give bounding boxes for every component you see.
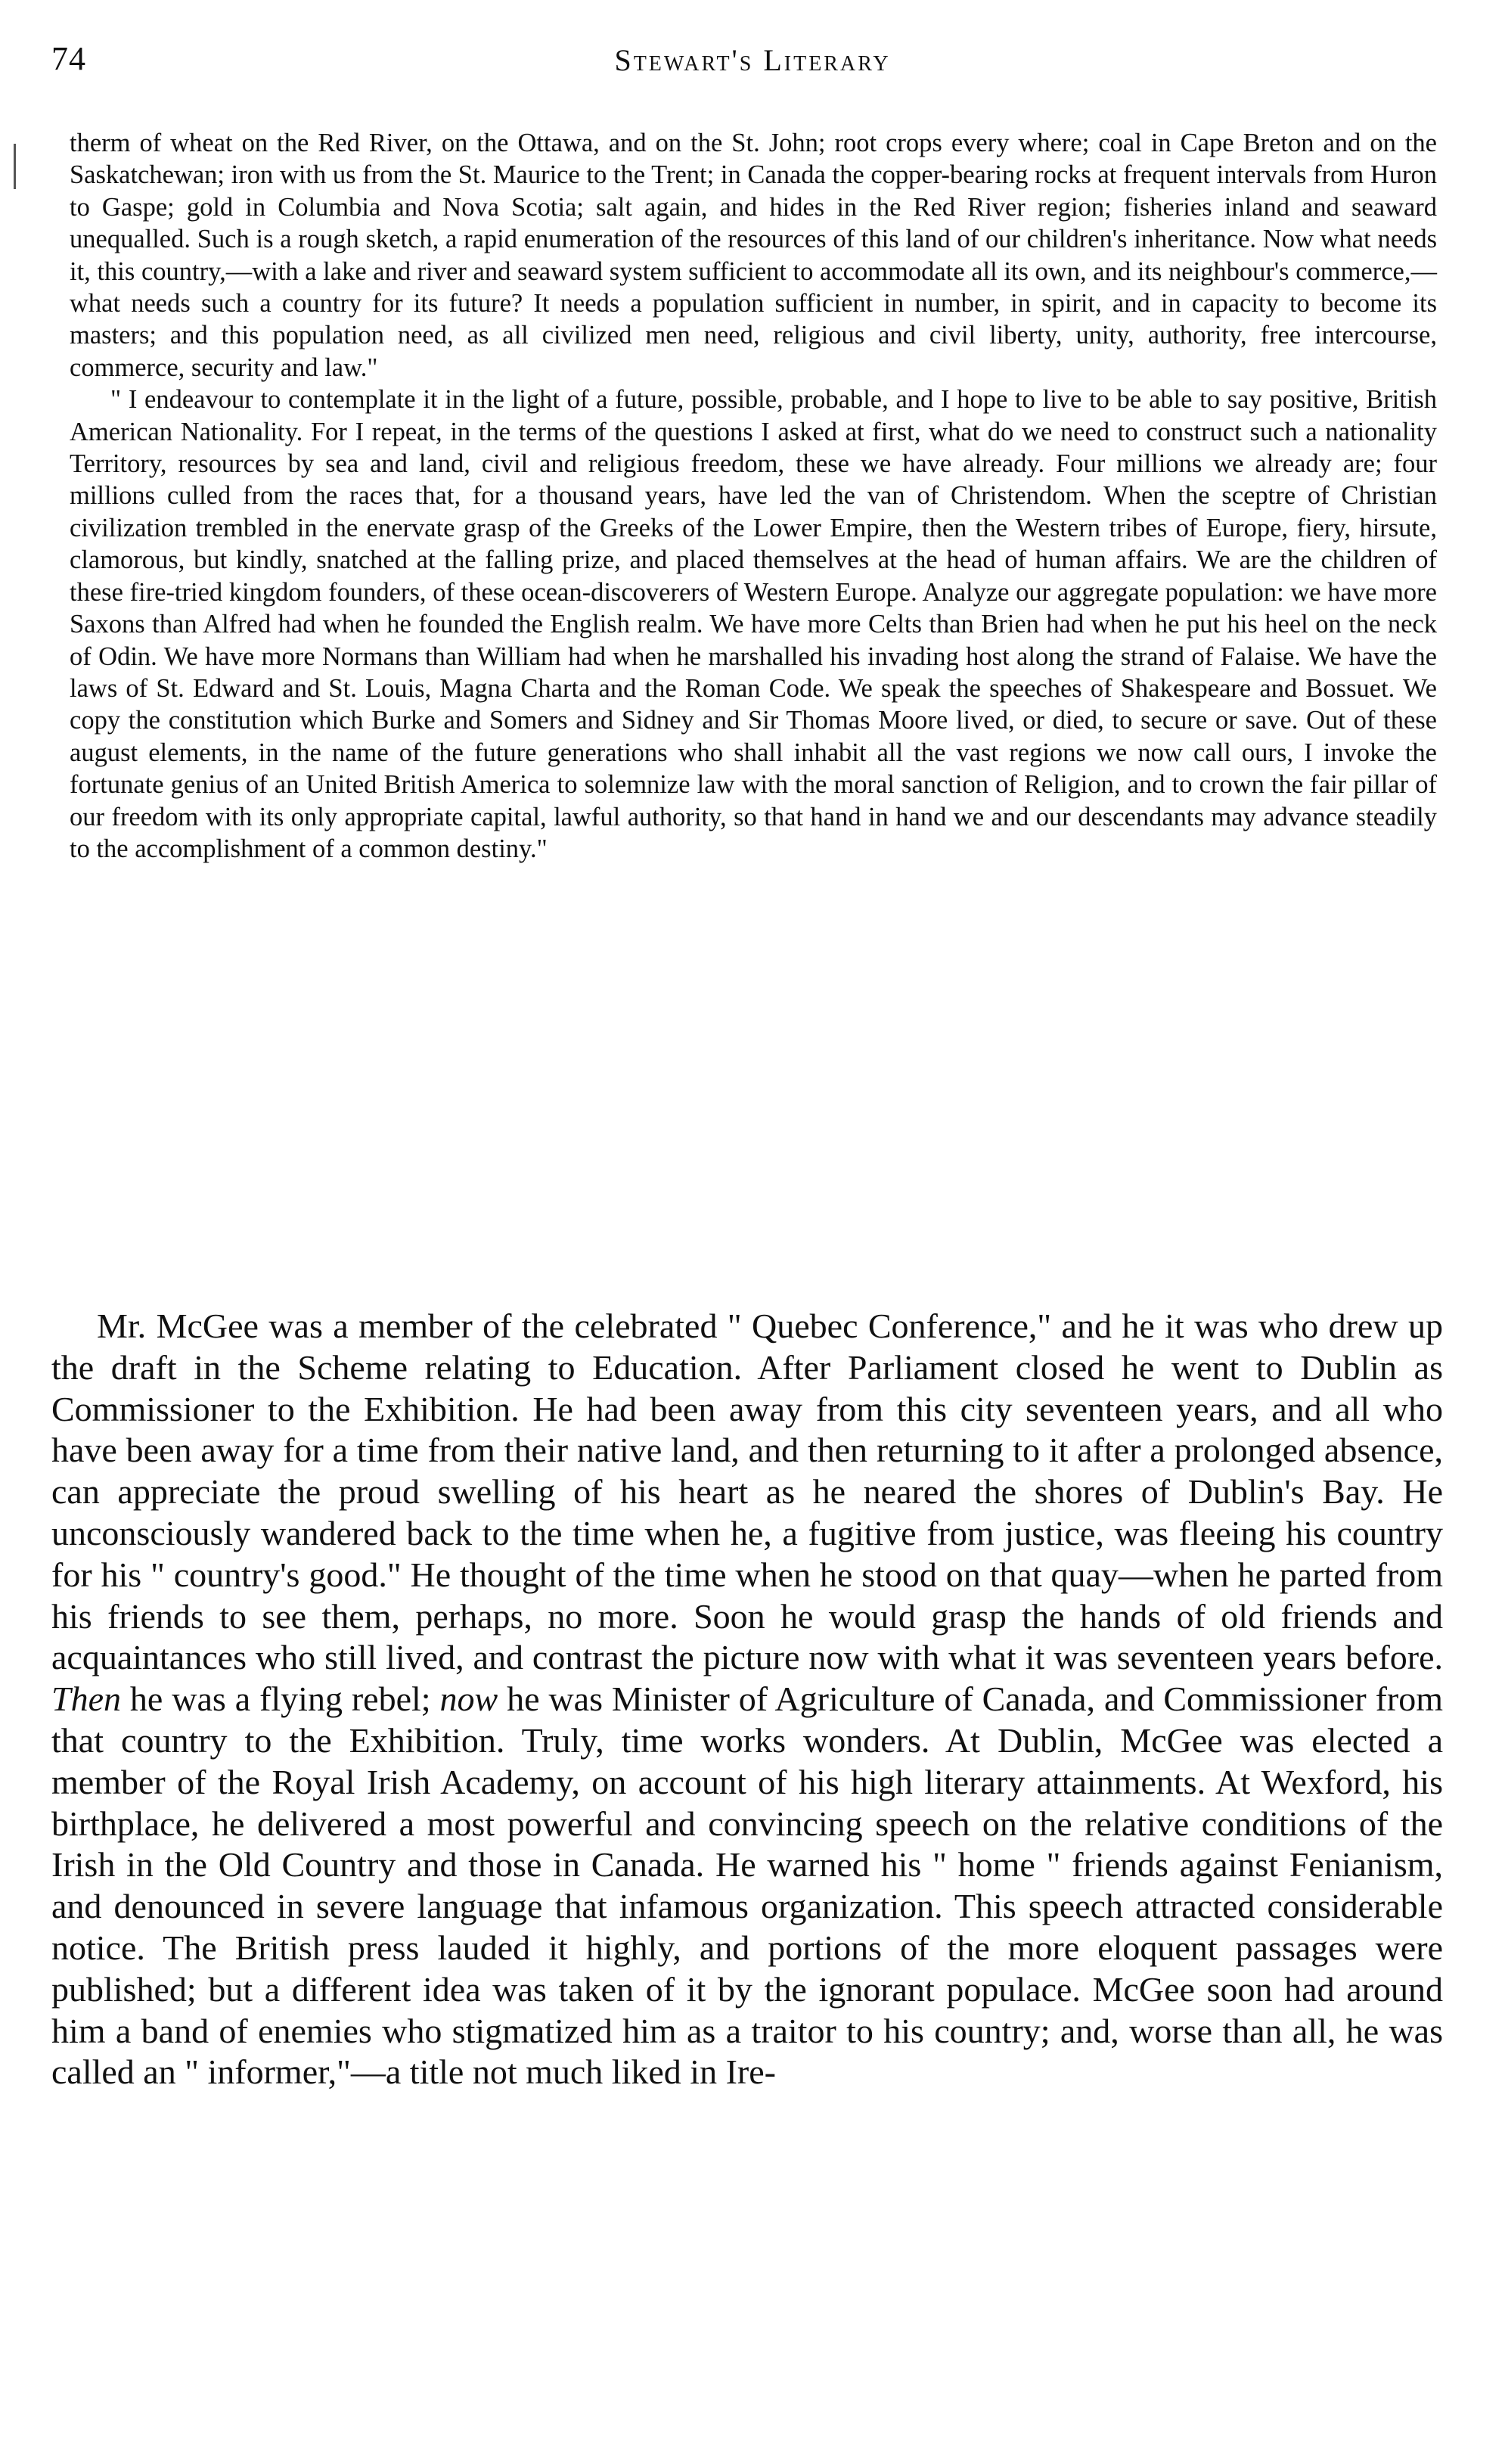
body-text-segment-2: he was a flying rebel; bbox=[121, 1679, 440, 1719]
italic-word-then: Then bbox=[51, 1679, 121, 1719]
body-text-segment-1: Mr. McGee was a member of the celebrated " Quebec Conference," and he it was who drew up the draft in the Scheme relating to Education. After Parliament closed he went to Dublin as Commissioner to the Exhibition. He had been away from this city seventeen years, and all who have been away for a time from their native land, and then returning to it after a prolonged absence, can appreciate the proud swelling of his heart as he neared the shores of Dublin's Bay. He unconsciously wandered back to the time when he, a fugitive from justice, was fleeing his country for his " country's good." He thought of the time when he stood on that quay—when he parted from his friends to see them, perhaps, no more. Soon he would grasp the hands of old friends and acquaintances who still lived, and contrast the picture now with what it was seventeen years before. bbox=[51, 1307, 1443, 1677]
quote-paragraph-1: therm of wheat on the Red River, on the Ottawa, and on the St. John; root crops every where; coal in Cape Breton and on the Saskatchewan; iron with us from the St. Maurice to the Trent; in Canada the copper-bearing rocks at frequent intervals from Huron to Gaspe; gold in Columbia and Nova Scotia; salt again, and hides in the Red River region; fisheries inland and seaward unequalled. Such is a rough sketch, a rapid enumeration of the resources of this land of our children's inheritance. Now what needs it, this country,—with a lake and river and seaward system sufficient to accommodate all its own, and its neighbour's commerce,—what needs such a country for its future? It needs a population sufficient in number, in spirit, and in capacity to become its masters; and this population need, as all civilized men need, religious and civil liberty, unity, authority, free intercourse, commerce, security and law." bbox=[70, 129, 1437, 382]
page-header bbox=[0, 39, 1505, 85]
italic-word-now: now bbox=[439, 1679, 498, 1719]
main-text bbox=[51, 1306, 1443, 2093]
body-text-segment-3: he was Minister of Agriculture of Canada, and Commissioner from that country to the Exhibition. Truly, time works wonders. At Dublin, McGee was elected a member of the Royal Irish Academy, on account of his high literary attainments. At Wexford, his birthplace, he delivered a most powerful and convincing speech on the relative conditions of the Irish in the Old Country and those in Canada. He warned his " home " friends against Fenianism, and denounced in severe language that infamous organization. This speech attracted considerable notice. The British press lauded it highly, and portions of the more eloquent passages were published; but a different idea was taken of it by the ignorant populace. McGee soon had around him a band of enemies who stigmatized him as a traitor to his country; and, worse than all, he was called an " informer,"—a title not much liked in Ire- bbox=[51, 1679, 1444, 2092]
page-number: 74 bbox=[51, 40, 86, 77]
quote-paragraph-2: " I endeavour to contemplate it in the light of a future, possible, probable, and I hope to live to be able to say positive, British American Nationality. For I repeat, in the terms of the questions I asked at first, what do we need to construct such a nationality Territory, resources by sea and land, civil and religious freedom, these we have already. Four millions we already are; four millions culled from the races that, for a thousand years, have led the van of Christendom. When the sceptre of Christian civilization trembled in the enervate grasp of the Greeks of the Lower Empire, then the Western tribes of Europe, fiery, hirsute, clamorous, but kindly, snatched at the falling prize, and placed themselves at the head of human affairs. We are the children of these fire-tried kingdom founders, of these ocean-discoverers of Western Europe. Analyze our aggregate population: we have more Saxons than Alfred had when he founded the English realm. We have more Celts than Brien had when he put his heel on the neck of Odin. We have more Normans than William had when he marshalled his invading host along the strand of Falaise. We have the laws of St. Edward and St. Louis, Magna Charta and the Roman Code. We speak the speeches of Shakespeare and Bossuet. We copy the constitution which Burke and Somers and Sidney and Sir Thomas Moore lived, or died, to secure or save. Out of these august elements, in the name of the future generations who shall inhabit all the vast regions we now call ours, I invoke the fortunate genius of an United British America to solemnize law with the moral sanction of Religion, and to crown the fair pillar of our freedom with its only appropriate capital, lawful authority, so that hand in hand we and our descendants may advance steadily to the accomplishment of a common destiny." bbox=[70, 385, 1437, 863]
running-title: Stewart's Literary bbox=[614, 43, 891, 77]
margin-mark bbox=[14, 144, 16, 189]
body-paragraph bbox=[51, 1306, 1443, 2093]
quoted-passage bbox=[70, 127, 1437, 865]
